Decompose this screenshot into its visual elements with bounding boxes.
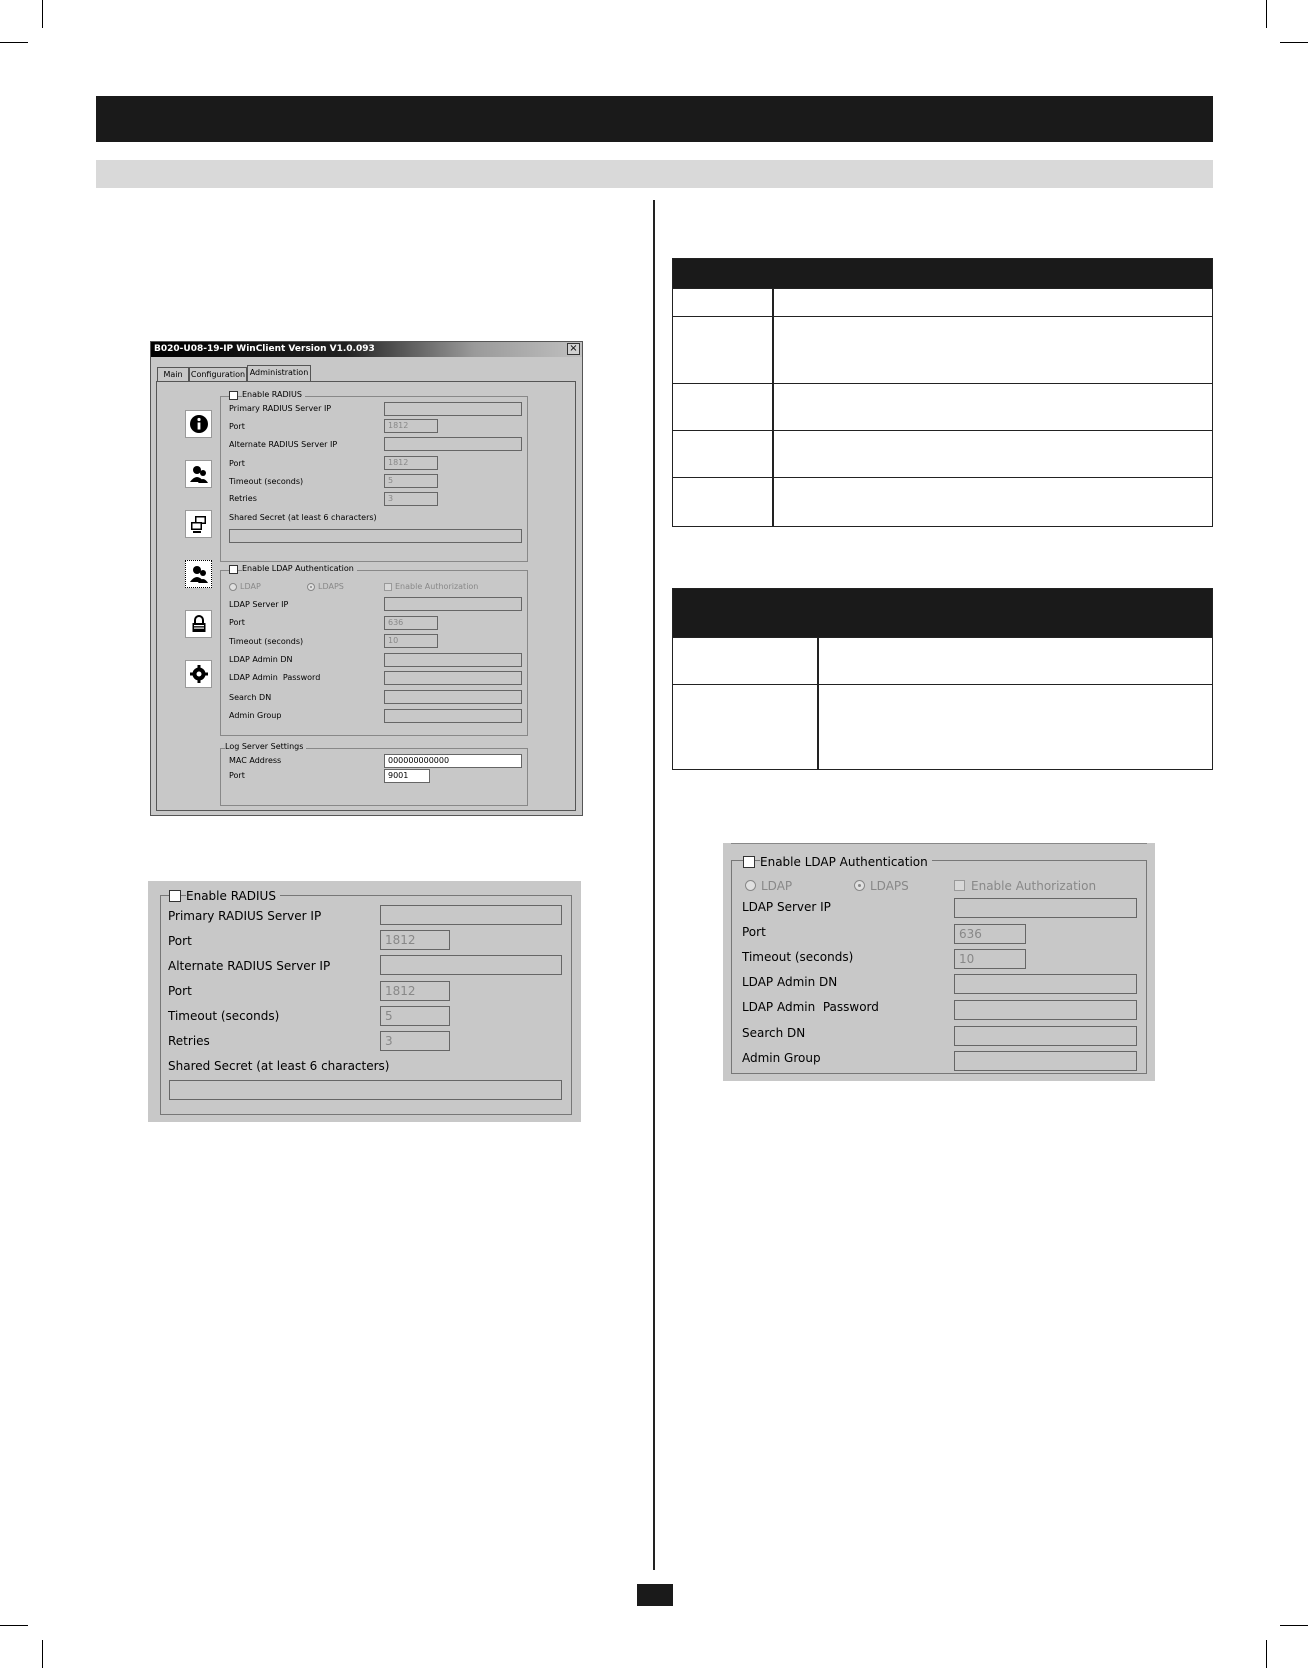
- lock-icon[interactable]: [185, 610, 212, 638]
- table-2-column-divider: [817, 637, 819, 769]
- tab-administration[interactable]: Administration: [247, 365, 311, 382]
- ldap-port-field[interactable]: 636: [384, 616, 438, 630]
- crop-mark: [1266, 1640, 1267, 1668]
- page-header-bar: [96, 96, 1213, 142]
- radius-zoom-alt-port-field[interactable]: 1812: [380, 981, 450, 1001]
- radius-retries-field[interactable]: 3: [384, 492, 438, 506]
- table-2-header: [673, 589, 1212, 637]
- ldaps-radio[interactable]: [307, 583, 315, 591]
- alt-radius-port-label: Port: [229, 459, 245, 468]
- radius-zoom-timeout-label: Timeout (seconds): [168, 1009, 280, 1023]
- ldap-zoom-ldaps-radio[interactable]: [854, 880, 865, 891]
- ldap-zoom-authorization-label: Enable Authorization: [971, 879, 1097, 893]
- enable-ldap-label: Enable LDAP Authentication: [242, 564, 357, 573]
- winclient-dialog: [150, 341, 583, 816]
- administration-panel: [156, 381, 576, 811]
- radius-zoom-panel: [148, 881, 581, 1122]
- radius-zoom-retries-label: Retries: [168, 1034, 210, 1048]
- ldap-zoom-admin-group-field[interactable]: [954, 1051, 1137, 1071]
- radius-zoom-secret-label: Shared Secret (at least 6 characters): [168, 1059, 390, 1073]
- radius-zoom-primary-ip-field[interactable]: [380, 905, 562, 925]
- primary-radius-ip-label: Primary RADIUS Server IP: [229, 404, 332, 413]
- ldap-zoom-admin-dn-field[interactable]: [954, 974, 1137, 994]
- enable-authorization-checkbox[interactable]: [384, 583, 392, 591]
- ldap-admin-dn-label: LDAP Admin DN: [229, 655, 293, 664]
- enable-radius-label: Enable RADIUS: [242, 390, 305, 399]
- table-row: [673, 430, 1212, 477]
- radius-port-label: Port: [229, 422, 245, 431]
- crop-mark: [42, 0, 43, 28]
- ldap-zoom-search-dn-label: Search DN: [742, 1026, 806, 1040]
- crop-mark: [42, 1640, 43, 1668]
- table-row: [673, 316, 1212, 383]
- tab-main[interactable]: Main: [157, 367, 189, 381]
- table-2: [672, 588, 1213, 770]
- crop-mark: [1280, 1625, 1308, 1626]
- alt-radius-ip-field[interactable]: [384, 437, 522, 451]
- table-1: [672, 258, 1213, 527]
- crop-mark: [1280, 42, 1308, 43]
- ldap-zoom-server-ip-label: LDAP Server IP: [742, 900, 831, 914]
- radius-zoom-port-label: Port: [168, 934, 192, 948]
- ldap-zoom-port-label: Port: [742, 925, 766, 939]
- shared-secret-label: Shared Secret (at least 6 characters): [229, 513, 377, 522]
- alt-radius-port-field[interactable]: 1812: [384, 456, 438, 470]
- radius-port-field[interactable]: 1812: [384, 419, 438, 433]
- radius-zoom-secret-field[interactable]: [169, 1080, 562, 1100]
- ldap-zoom-authorization-checkbox[interactable]: [954, 880, 965, 891]
- radius-zoom-enable-label: Enable RADIUS: [186, 889, 280, 903]
- ldap-zoom-port-field[interactable]: 636: [954, 924, 1026, 944]
- page-number-box: [637, 1584, 673, 1606]
- ldap-zoom-ldap-label: LDAP: [761, 879, 793, 893]
- ldap-server-ip-label: LDAP Server IP: [229, 600, 289, 609]
- radius-zoom-timeout-field[interactable]: 5: [380, 1006, 450, 1026]
- mac-address-label: MAC Address: [229, 756, 282, 765]
- radius-zoom-primary-ip-label: Primary RADIUS Server IP: [168, 909, 322, 923]
- tab-configuration[interactable]: Configuration: [189, 367, 247, 381]
- log-port-label: Port: [229, 771, 245, 780]
- ldap-zoom-panel: [723, 843, 1155, 1081]
- search-dn-label: Search DN: [229, 693, 272, 702]
- radius-timeout-field[interactable]: 5: [384, 474, 438, 488]
- log-port-field[interactable]: 9001: [384, 769, 430, 783]
- ldap-zoom-server-ip-field[interactable]: [954, 898, 1137, 918]
- ldap-zoom-ldaps-label: LDAPS: [870, 879, 909, 893]
- table-row: [673, 288, 1212, 316]
- primary-radius-ip-field[interactable]: [384, 402, 522, 416]
- radius-zoom-alt-port-label: Port: [168, 984, 192, 998]
- crop-mark: [1266, 0, 1267, 28]
- radius-zoom-alt-ip-label: Alternate RADIUS Server IP: [168, 959, 331, 973]
- ldap-radio[interactable]: [229, 583, 237, 591]
- computers-icon[interactable]: [185, 510, 212, 538]
- table-row: [673, 684, 1212, 769]
- search-dn-field[interactable]: [384, 690, 522, 704]
- table-1-header: [673, 259, 1212, 288]
- crop-mark: [0, 1625, 28, 1626]
- radius-zoom-alt-ip-field[interactable]: [380, 955, 562, 975]
- ldap-zoom-enable-checkbox[interactable]: [743, 856, 755, 868]
- enable-radius-checkbox[interactable]: [229, 391, 238, 400]
- mac-address-field[interactable]: 000000000000: [384, 754, 522, 768]
- user-selected-icon[interactable]: [185, 560, 212, 588]
- table-row: [673, 637, 1212, 684]
- ldap-admin-password-label: LDAP Admin Password: [229, 673, 321, 682]
- radius-timeout-label: Timeout (seconds): [229, 477, 304, 486]
- ldap-radio-label: LDAP: [240, 582, 261, 591]
- admin-group-field[interactable]: [384, 709, 522, 723]
- ldap-zoom-top-line: [731, 843, 1147, 844]
- table-row: [673, 383, 1212, 430]
- ldap-admin-password-field[interactable]: [384, 671, 522, 685]
- ldap-timeout-label: Timeout (seconds): [229, 637, 304, 646]
- ldap-zoom-timeout-label: Timeout (seconds): [742, 950, 854, 964]
- ldap-zoom-ldap-radio[interactable]: [745, 880, 756, 891]
- admin-group-label: Admin Group: [229, 711, 282, 720]
- ldap-zoom-admin-password-field[interactable]: [954, 1000, 1137, 1020]
- enable-authorization-label: Enable Authorization: [395, 582, 479, 591]
- ldap-server-ip-field[interactable]: [384, 597, 522, 611]
- enable-ldap-checkbox[interactable]: [229, 565, 238, 574]
- column-divider: [653, 200, 655, 1570]
- ldap-zoom-admin-password-label: LDAP Admin Password: [742, 1000, 879, 1014]
- section-header-bar: [96, 160, 1213, 188]
- ldaps-radio-label: LDAPS: [318, 582, 344, 591]
- gear-icon[interactable]: [185, 660, 212, 688]
- radius-zoom-enable-checkbox[interactable]: [169, 890, 181, 902]
- radius-zoom-retries-field[interactable]: 3: [380, 1031, 450, 1051]
- table-row: [673, 477, 1212, 524]
- user-icon[interactable]: [185, 460, 212, 488]
- ldap-zoom-admin-group-label: Admin Group: [742, 1051, 821, 1065]
- shared-secret-field[interactable]: [229, 529, 522, 543]
- info-icon[interactable]: [185, 410, 212, 438]
- crop-mark: [0, 42, 28, 43]
- ldap-zoom-timeout-field[interactable]: 10: [954, 949, 1026, 969]
- ldap-admin-dn-field[interactable]: [384, 653, 522, 667]
- radius-zoom-port-field[interactable]: 1812: [380, 930, 450, 950]
- ldap-zoom-enable-label: Enable LDAP Authentication: [760, 855, 932, 869]
- close-button[interactable]: ×: [567, 343, 580, 355]
- ldap-timeout-field[interactable]: 10: [384, 634, 438, 648]
- ldap-zoom-search-dn-field[interactable]: [954, 1026, 1137, 1046]
- table-1-column-divider: [772, 288, 774, 526]
- dialog-title: B020-U08-19-IP WinClient Version V1.0.093: [151, 342, 582, 357]
- alt-radius-ip-label: Alternate RADIUS Server IP: [229, 440, 338, 449]
- radius-retries-label: Retries: [229, 494, 257, 503]
- log-server-settings-label: Log Server Settings: [225, 742, 306, 751]
- ldap-zoom-admin-dn-label: LDAP Admin DN: [742, 975, 838, 989]
- ldap-port-label: Port: [229, 618, 245, 627]
